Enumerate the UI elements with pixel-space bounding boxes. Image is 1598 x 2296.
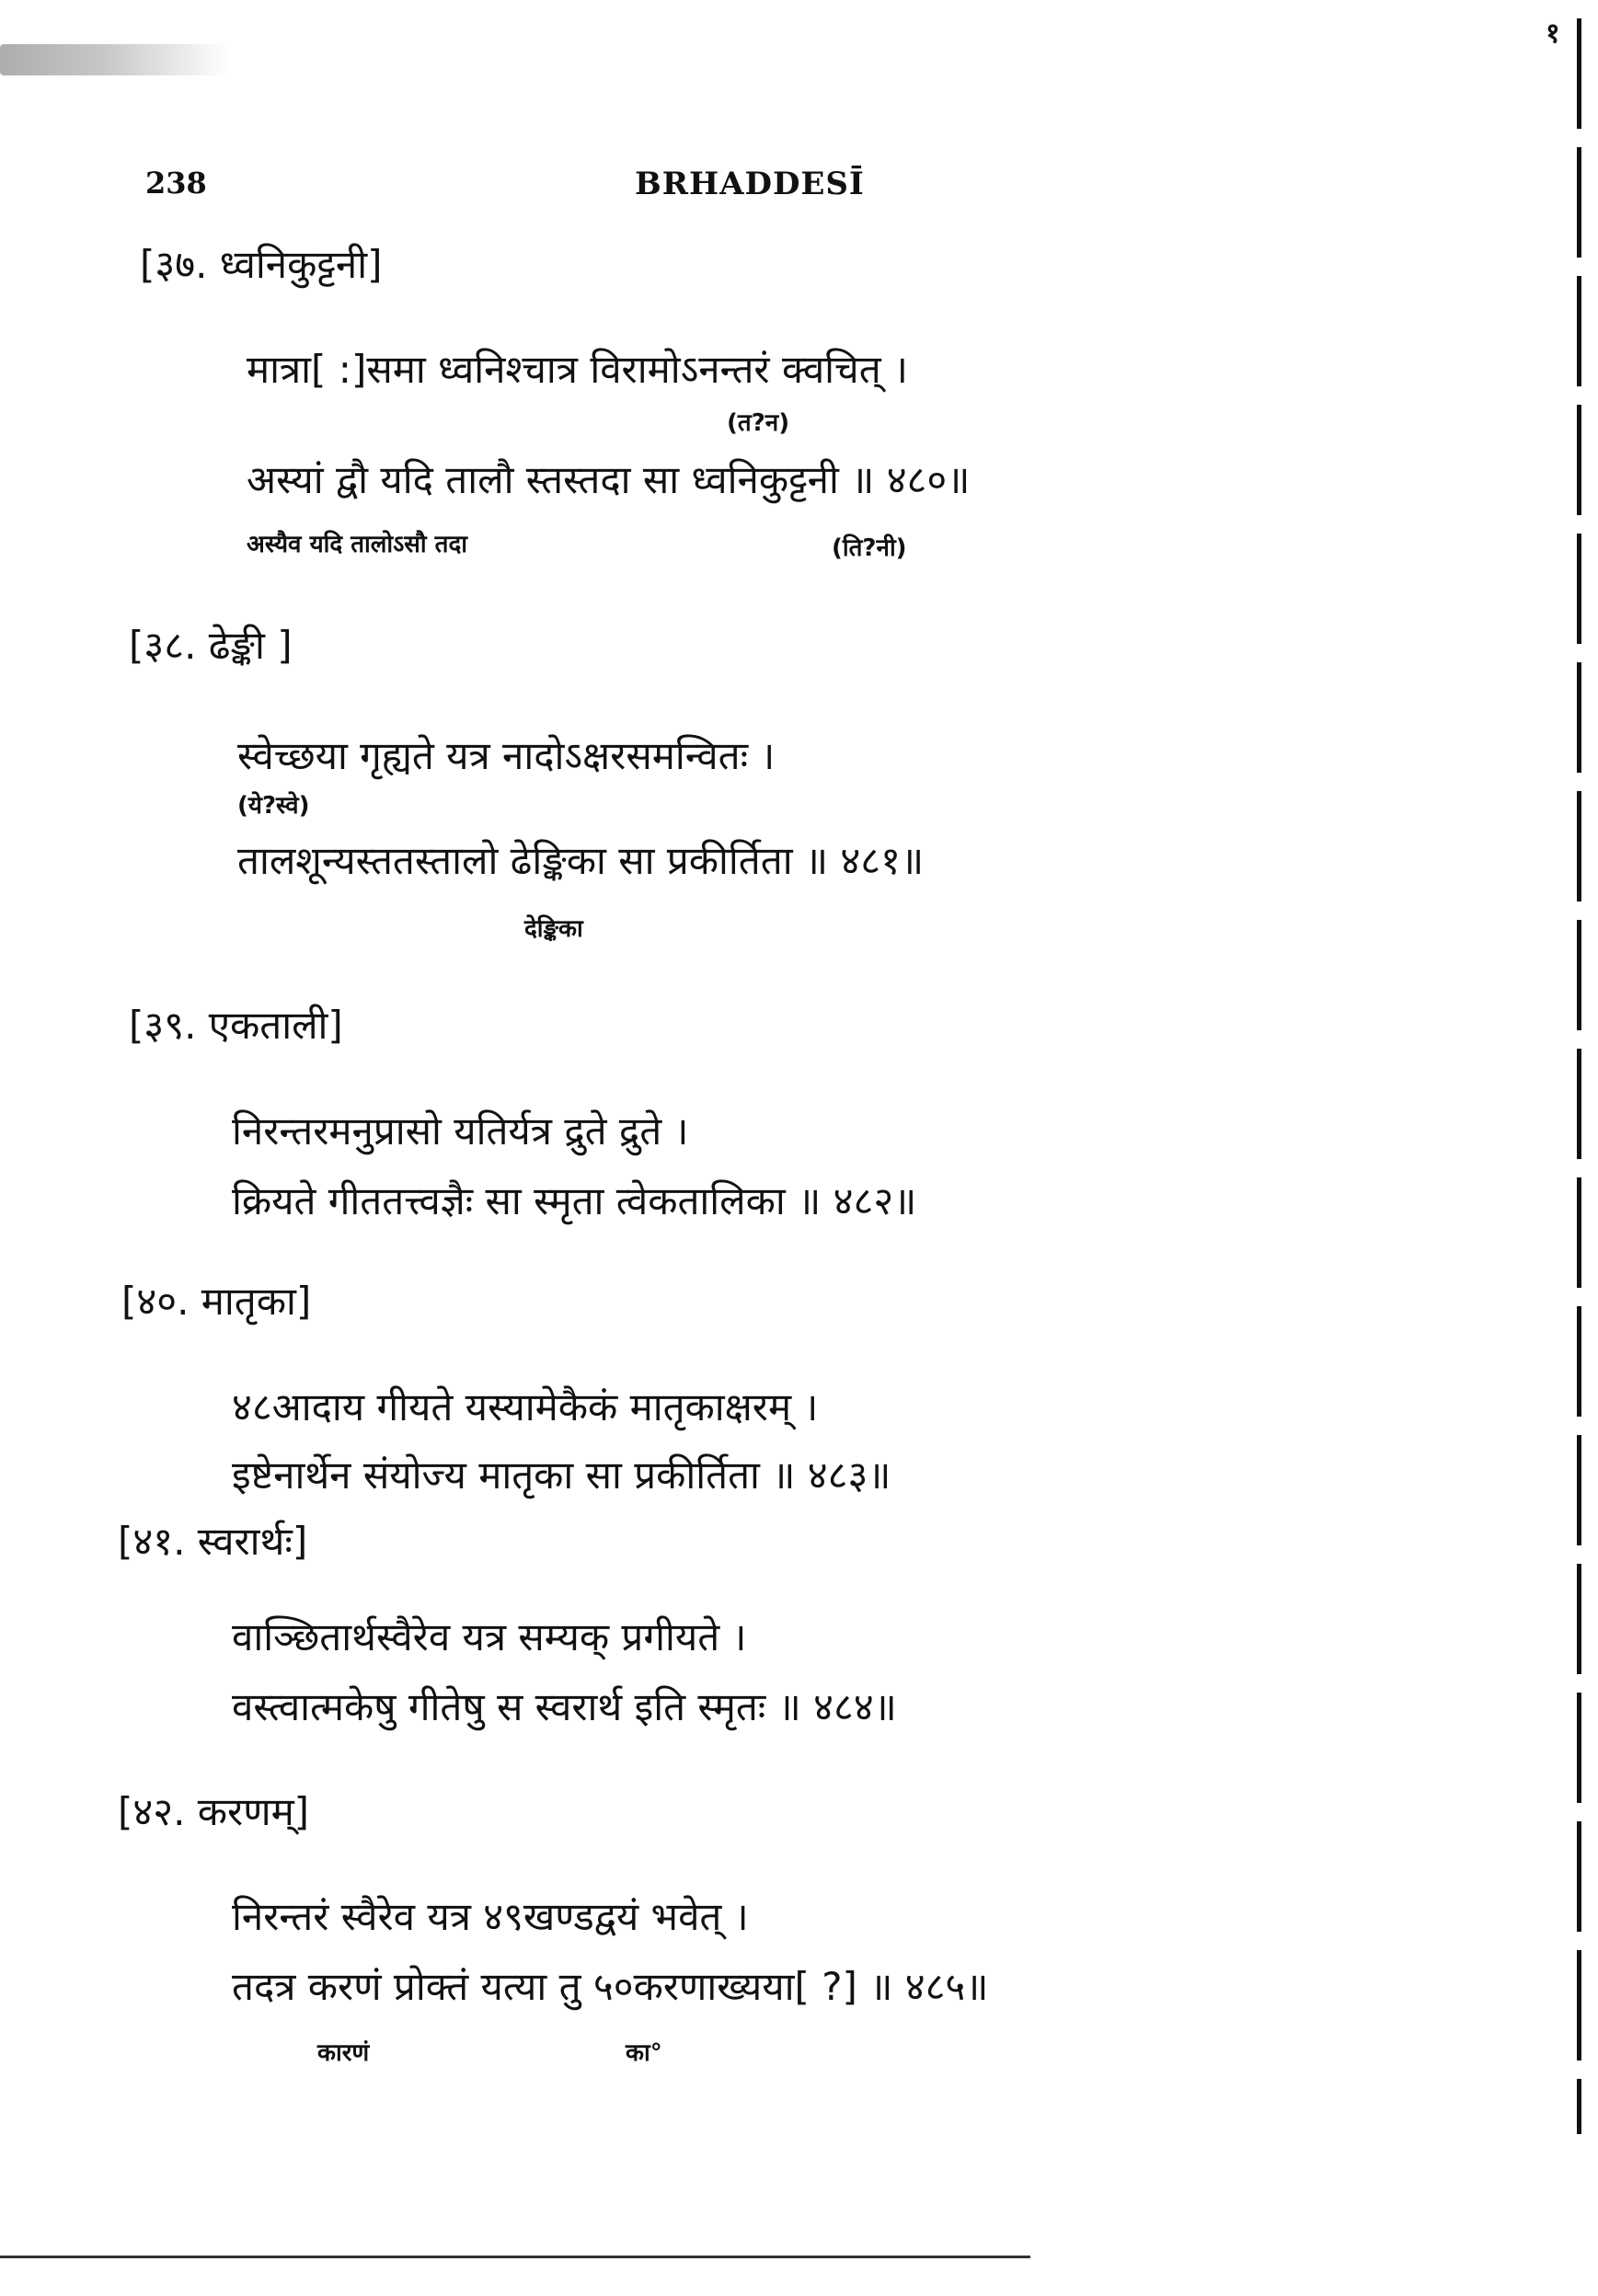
verse-line: तदत्र करणं प्रोक्तं यत्या तु ५०करणाख्यया[ ?] ॥ ४८५॥	[232, 1964, 989, 2009]
variant-note: (ति?नी)	[832, 534, 907, 562]
section-heading: [३८. ढेङ्की ]	[129, 623, 293, 668]
scan-smudge	[0, 44, 230, 75]
variant-note: देङ्किका	[524, 915, 583, 943]
bottom-rule	[0, 2256, 1030, 2258]
verse-line: स्वेच्छया गृह्यते यत्र नादोऽक्षरसमन्वितः ।	[237, 733, 776, 778]
verse-line: तालशून्यस्ततस्तालो ढेङ्किका सा प्रकीर्तिता ॥ ४८१॥	[237, 838, 925, 883]
verse-line: अस्यां द्वौ यदि तालौ स्तस्तदा सा ध्वनिकुट्टनी ॥ ४८०॥	[247, 457, 971, 502]
variant-note: कारणं	[317, 2039, 370, 2067]
corner-mark: १	[1546, 17, 1560, 50]
page-number: 238	[145, 166, 207, 201]
variant-note: अस्यैव यदि तालोऽसौ तदा	[247, 531, 468, 558]
variant-note: का°	[626, 2039, 662, 2067]
variant-note: (त?न)	[727, 409, 790, 437]
section-heading: [४२. करणम्]	[118, 1789, 310, 1834]
section-heading: [३९. एकताली]	[129, 1003, 343, 1048]
running-title: BRHADDESĪ	[635, 166, 865, 202]
verse-line: निरन्तरमनुप्रासो यतिर्यत्र द्रुते द्रुते ।	[232, 1108, 689, 1154]
verse-line: ४८आदाय गीयते यस्यामेकैकं मातृकाक्षरम् ।	[232, 1384, 819, 1429]
verse-line: वस्त्वात्मकेषु गीतेषु स स्वरार्थ इति स्मृतः ॥ ४८४॥	[232, 1684, 897, 1729]
verse-line: वाञ्छितार्थस्वैरेव यत्र सम्यक् प्रगीयते ।	[232, 1614, 747, 1659]
section-heading: [३७. ध्वनिकुट्टनी]	[140, 242, 383, 287]
page-edge-rule	[1577, 18, 1581, 2134]
verse-line: क्रियते गीततत्त्वज्ञैः सा स्मृता त्वेकतालिका ॥ ४८२॥	[232, 1178, 917, 1223]
verse-line: इष्टेनार्थेन संयोज्य मातृका सा प्रकीर्तिता ॥ ४८३॥	[232, 1452, 891, 1498]
section-heading: [४०. मातृका]	[121, 1279, 312, 1324]
verse-line: मात्रा[ :]समा ध्वनिश्चात्र विरामोऽनन्तरं क्वचित् ।	[247, 347, 908, 392]
variant-note: (ये?स्वे)	[237, 792, 310, 820]
section-heading: [४१. स्वरार्थः]	[118, 1519, 308, 1564]
verse-line: निरन्तरं स्वैरेव यत्र ४९खण्डद्वयं भवेत् ।	[232, 1894, 749, 1939]
